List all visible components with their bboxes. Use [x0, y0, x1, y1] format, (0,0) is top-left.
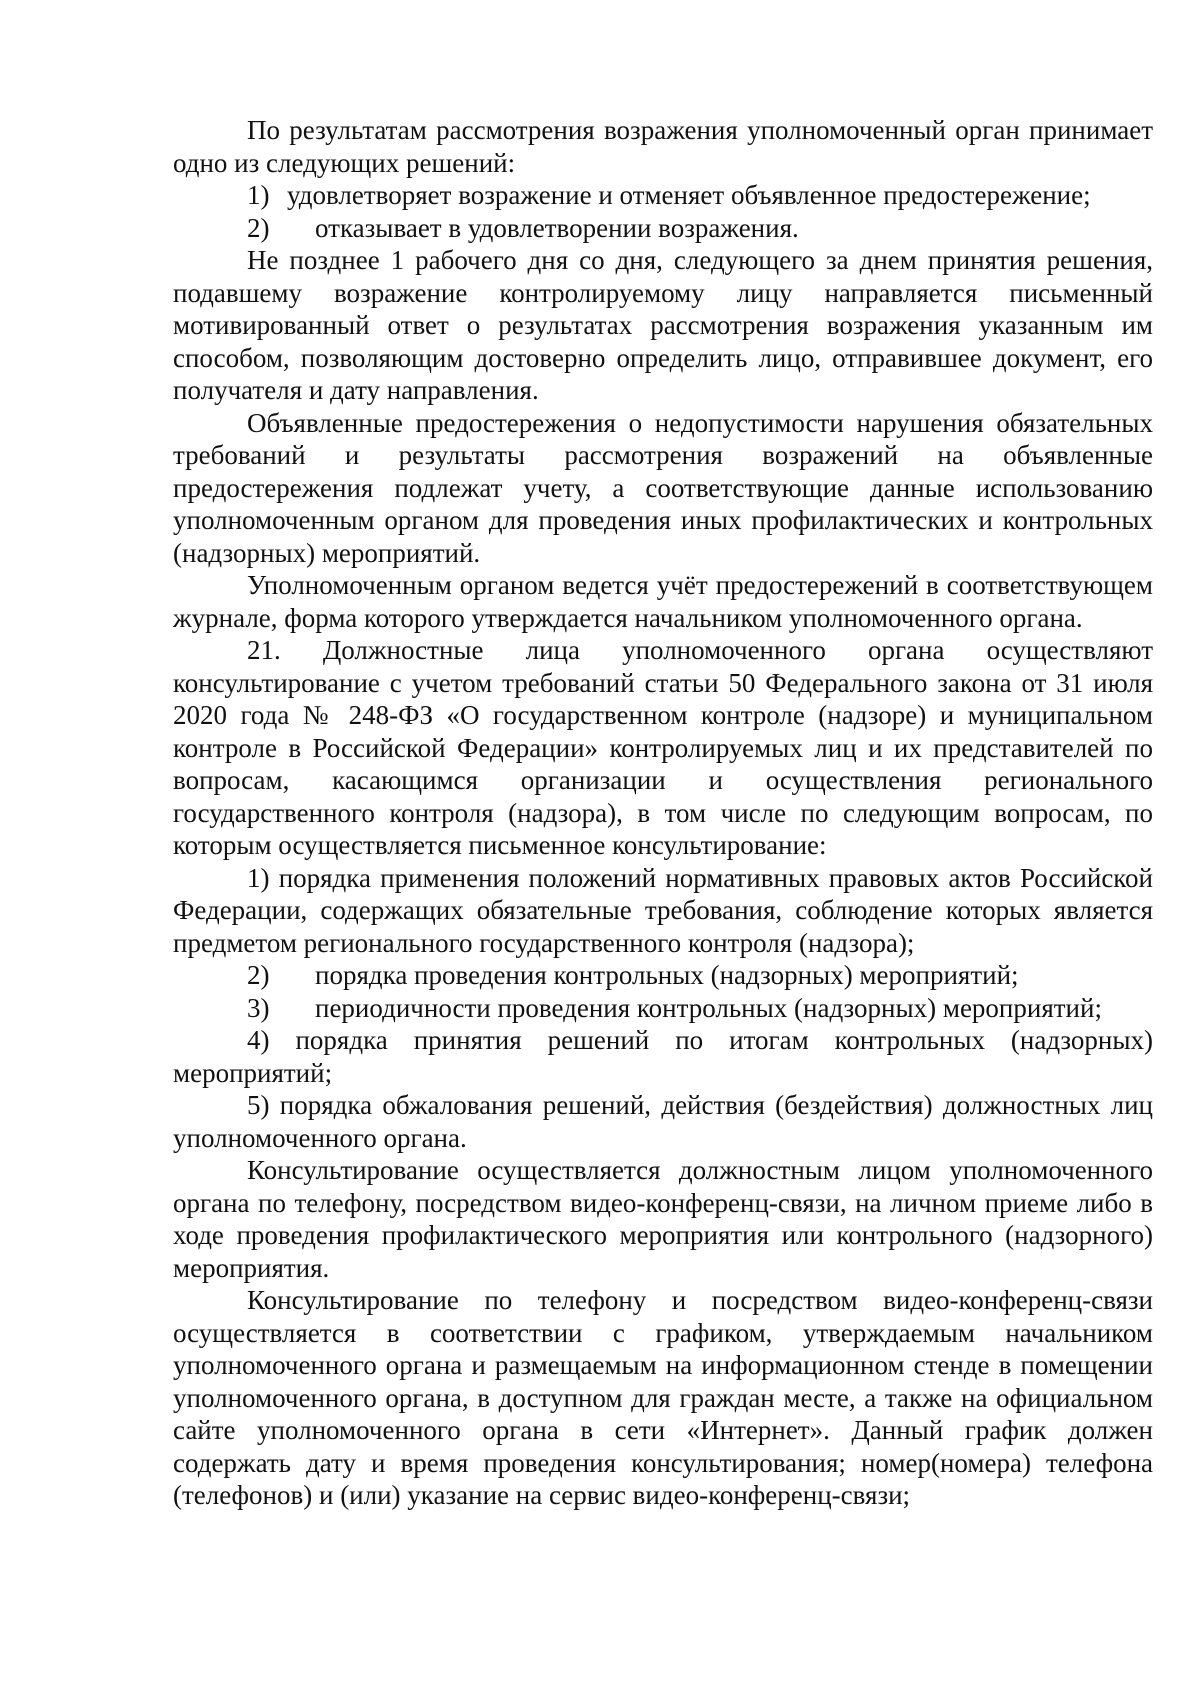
list-item-decision-1 [173, 179, 1153, 212]
list-item-number: 5) [247, 1090, 270, 1120]
list-item-number: 2) [247, 212, 270, 243]
paragraph-section-21: 21. Должностные лица уполномоченного органа осуществляют консультирование с учетом требований статьи 50 Федерального закона от 31 июля 2020 года № 248-ФЗ «О государственном контроле (надзоре) и муниципальном контроле в Российской Федерации» контролируемых лиц и их представителей по вопросам, касающимся организации и осуществления регионального государственного контроля (надзора), в том числе по следующим вопросам, по которым осуществляется письменное консультирование: [173, 635, 1153, 860]
paragraph-warnings-accounting: Объявленные предостережения о недопустимости нарушения обязательных требований и результаты рассмотрения возражений на объявленные предостережения подлежат учету, а соответствующие данные использованию уполномоченным органом для проведения иных профилактических и контрольных (надзорных) мероприятий. [173, 407, 1153, 568]
list-item-text: порядка принятия решений по итогам контрольных (надзорных) мероприятий; [173, 1025, 1154, 1088]
paragraph-consult-methods: Консультирование осуществляется должностным лицом уполномоченного органа по телефону, посредством видео-конференц-связи, на личном приеме либо в ходе проведения профилактического мероприятия или контрольного (надзорного) мероприятия. [173, 1155, 1153, 1283]
list-item-number: 3) [247, 992, 270, 1023]
list-item-consult-2 [173, 959, 1153, 992]
list-item-text: порядка применения положений нормативных правовых актов Российской Федерации, содержащих обязательные требования, соблюдение которых является предметом регионального государственного контроля (надзора); [173, 862, 1154, 958]
paragraph-answer-deadline: Не позднее 1 рабочего дня со дня, следующего за днем принятия решения, подавшему возражение контролируемому лицу направляется письменный мотивированный ответ о результатах рассмотрения возражения указанным им способом, позволяющим достоверно определить лицо, отправившее документ, его получателя и дату направления. [173, 245, 1153, 405]
list-item-number: 1) [247, 862, 270, 893]
list-item-number: 2) [247, 960, 270, 990]
list-item-text: порядка проведения контрольных (надзорных) мероприятий; [315, 960, 1019, 990]
list-item-consult-5 [173, 1089, 1153, 1154]
paragraph-objection-results: По результатам рассмотрения возражения уполномоченный орган принимает одно из следующих решений: [173, 115, 1153, 178]
list-item-consult-4 [173, 1024, 1153, 1089]
list-item-text: удовлетворяет возражение и отменяет объявленное предостережение; [287, 180, 1091, 210]
list-item-number: 4) [247, 1025, 270, 1055]
list-item-text: порядка обжалования решений, действия (бездействия) должностных лиц уполномоченного органа. [173, 1090, 1153, 1153]
list-item-decision-2 [173, 212, 1153, 245]
paragraph-warnings-journal: Уполномоченным органом ведется учёт предостережений в соответствующем журнале, форма которого утверждается начальником уполномоченного органа. [173, 570, 1153, 633]
list-item-text: отказывает в удовлетворении возражения. [315, 212, 799, 243]
list-item-text: периодичности проведения контрольных (надзорных) мероприятий; [315, 992, 1102, 1023]
list-item-number: 1) [247, 180, 270, 210]
paragraph-consult-schedule: Консультирование по телефону и посредством видео-конференц-связи осуществляется в соответствии с графиком, утверждаемым начальником уполномоченного органа и размещаемым на информационном стенде в помещении уполномоченного органа, в доступном для граждан месте, а также на официальном сайте уполномоченного органа в сети «Интернет». Данный график должен содержать дату и время проведения консультирования; номер(номера) телефона (телефонов) и (или) указание на сервис видео-конференц-связи; [173, 1285, 1153, 1510]
document-body [173, 114, 1153, 1512]
list-item-consult-3 [173, 992, 1153, 1025]
list-item-consult-1 [173, 862, 1153, 960]
